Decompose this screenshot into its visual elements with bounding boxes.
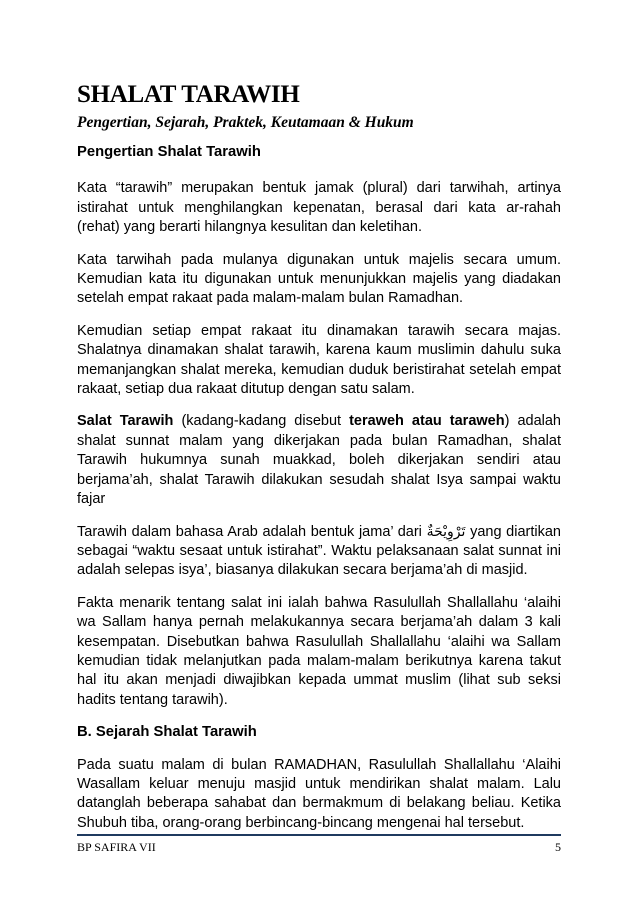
page-number: 5 [555, 840, 561, 854]
document-body [77, 143, 561, 846]
paragraph-7: Pada suatu malam di bulan RAMADHAN, Rasulullah Shallallahu ‘Alaihi Wasallam keluar menuju masjid untuk mendirikan shalat malam. Lalu datanglah beberapa sahabat dan bermakmum di belakang beliau. Ketika Shubuh tiba, orang-orang berbincang-bincang mengenai hal tersebut. [77, 756, 561, 831]
paragraph-5 [77, 523, 561, 581]
paragraph-4-text1: (kadang-kadang disebut [173, 413, 350, 430]
bold-teraweh: teraweh atau taraweh [349, 413, 505, 430]
paragraph-6: Fakta menarik tentang salat ini ialah bahwa Rasulullah Shallallahu ‘alaihi wa Sallam hanya pernah melakukannya secara berjama’ah dalam 3 kali kesempatan. Disebutkan bahwa Rasulullah Shallallahu ‘alaihi wa Sallam kemudian tidak melanjutkan pada malam-malam berikutnya karena takut hal itu akan menjadi diwajibkan kepada ummat muslim (lihat sub seksi hadits tentang tarawih). [77, 594, 561, 708]
paragraph-1: Kata “tarawih” merupakan bentuk jamak (plural) dari tarwihah, artinya istirahat untuk menghilangkan kepenatan, berasal dari kata ar-rahah (rehat) yang berarti hilangnya kesulitan dan keletihan. [77, 180, 561, 236]
paragraph-5-text1: Tarawih dalam bahasa Arab adalah bentuk jama’ dari [77, 523, 427, 540]
footer-label: BP SAFIRA VII [77, 840, 156, 854]
paragraph-5-text2: yang diartikan sebagai “waktu sesaat untuk istirahat”. Waktu pelaksanaan salat sunnat ini adalah selepas isya’, biasanya dilakukan secara berjama’ah di masjid. [77, 523, 561, 579]
bold-salat-tarawih: Salat Tarawih [77, 413, 174, 430]
document-subtitle: Pengertian, Sejarah, Praktek, Keutamaan & Hukum [77, 114, 414, 131]
paragraph-3: Kemudian setiap empat rakaat itu dinamakan tarawih secara majas. Shalatnya dinamakan shalat tarawih, karena kaum muslimin dahulu suka memanjangkan shalat mereka, kemudian duduk beristirahat setelah empat rakaat, setiap dua rakaat ditutup dengan satu salam. [77, 322, 561, 398]
arabic-term: تَرْوِيْحَةٌ [426, 523, 466, 540]
section-heading-sejarah: B. Sejarah Shalat Tarawih [77, 724, 257, 741]
paragraph-4 [77, 412, 561, 509]
document-title: SHALAT TARAWIH [77, 81, 300, 108]
paragraph-4-text2: ) adalah shalat sunnat malam yang dikerjakan pada bulan Ramadhan, shalat Tarawih hukumnya sunah muakkad, boleh dikerjakan sendiri atau berjama’ah, shalat Tarawih dilakukan sesudah shalat Isya sampai waktu fajar [77, 413, 561, 508]
section-heading-pengertian: Pengertian Shalat Tarawih [77, 144, 261, 160]
footer-divider [77, 834, 561, 836]
paragraph-2: Kata tarwihah pada mulanya digunakan untuk majelis secara umum. Kemudian kata itu digunakan untuk menunjukkan majelis yang diadakan setelah empat rakaat pada malam-malam bulan Ramadhan. [77, 251, 561, 307]
